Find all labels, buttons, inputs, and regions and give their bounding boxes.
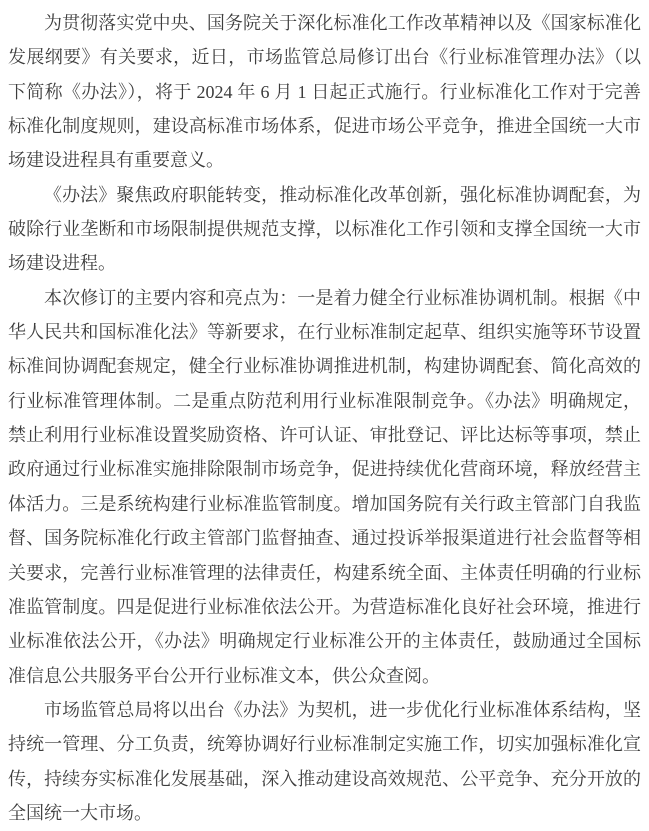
paragraph-main-contents: 本次修订的主要内容和亮点为：一是着力健全行业标准协调机制。根据《中华人民共和国标准化法》等新要求，在行业标准制定起草、组织实施等环节设置标准间协调配套规定，健全行业标准协调推进机制，构建协调配套、简化高效的行业标准管理体制。二是重点防范利用行业标准限制竞争。《办法》明确规定，禁止利用行业标准设置奖励资格、许可认证、审批登记、评比达标等事项，禁止政府通过行业标准实施排除限制市场竞争，促进持续优化营商环境，释放经营主体活力。三是系统构建行业标准监管制度。增加国务院有关行政主管部门自我监督、国务院标准化行政主管部门监督抽查、通过投诉举报渠道进行社会监督等相关要求，完善行业标准管理的法律责任，构建系统全面、主体责任明确的行业标准监管制度。四是促进行业标准依法公开。为营造标准化良好社会环境，推进行业标准依法公开，《办法》明确规定行业标准公开的主体责任，鼓励通过全国标准信息公共服务平台公开行业标准文本，供公众查阅。 xyxy=(8,287,641,686)
paragraph-focus: 《办法》聚焦政府职能转变，推动标准化改革创新，强化标准协调配套，为破除行业垄断和市场限制提供规范支撑，以标准化工作引领和支撑全国统一大市场建设进程。 xyxy=(8,184,641,274)
paragraph-intro: 为贯彻落实党中央、国务院关于深化标准化工作改革精神以及《国家标准化发展纲要》有关要求，近日，市场监管总局修订出台《行业标准管理办法》（以下简称《办法》），将于 2024 年 6 月 1 日起正式施行。行业标准化工作对于完善标准化制度规则，建设高标准市场体系，促进市场公平竞争，推进全国统一大市场建设进程具有重要意义。 xyxy=(8,13,641,171)
paragraph-closing: 市场监管总局将以出台《办法》为契机，进一步优化行业标准体系结构，坚持统一管理、分工负责，统筹协调好行业标准制定实施工作，切实加强标准化宣传，持续夯实标准化发展基础，深入推动建设高效规范、公平竞争、充分开放的全国统一大市场。 xyxy=(8,699,641,823)
document-body xyxy=(8,6,641,830)
